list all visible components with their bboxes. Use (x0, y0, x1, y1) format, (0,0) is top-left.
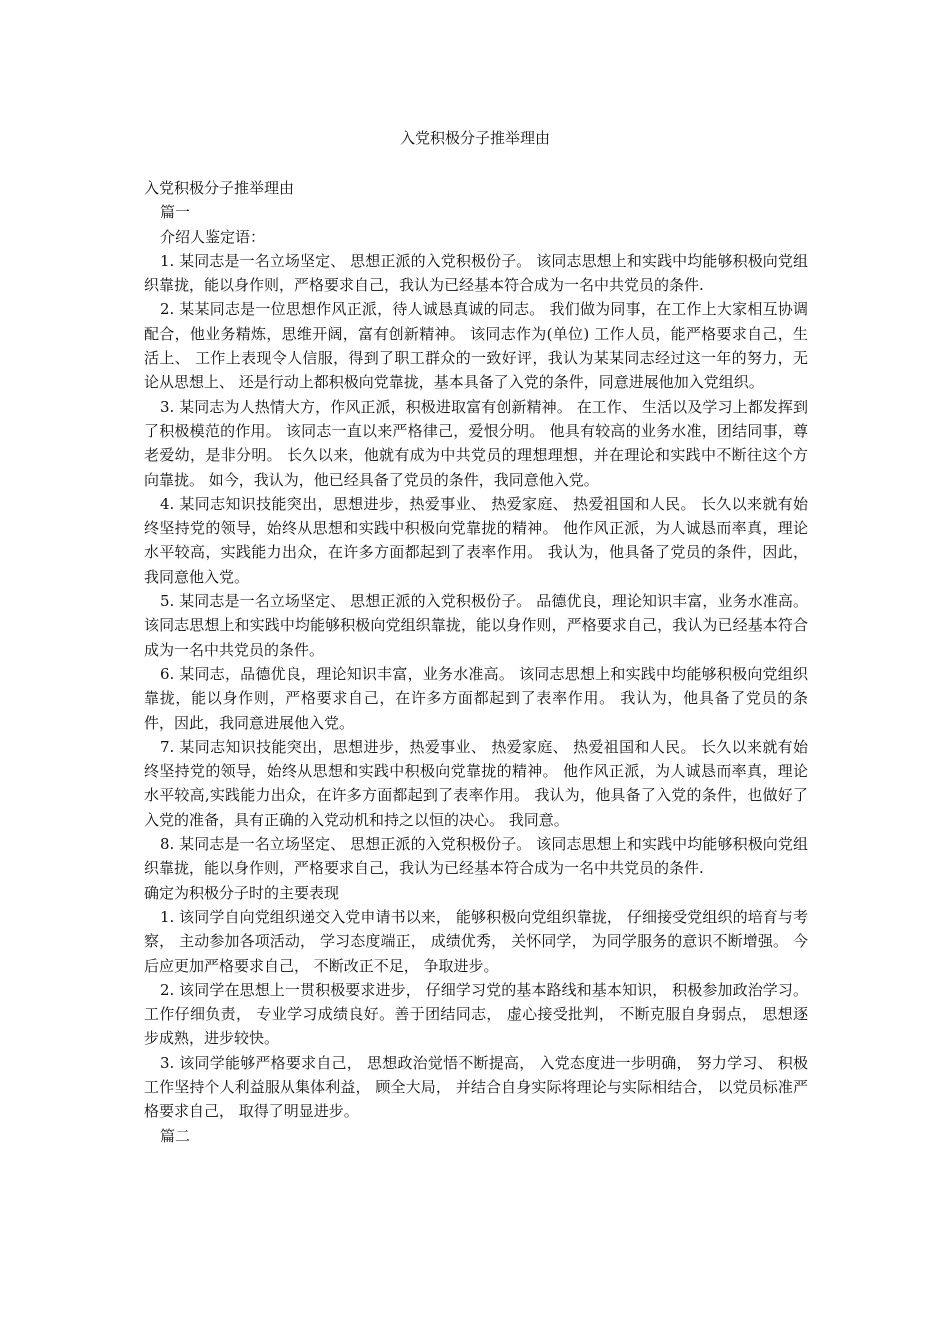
paragraph: 2. 某某同志是一位思想作风正派，待人诚恳真诚的同志。 我们做为同事，在工作上大家相互协调配合，他业务精炼，思维开阔，富有创新精神。 该同志作为(单位) 工作人员，能严格要求自己，生活上、 工作上表现令人信服，得到了职工群众的一致好评，我认为某某同志经过这一年的努力，无论从思想上、 还是行动上都积极向党靠拢，基本具备了入党的条件，同意进展他加入党组织。 (144, 300, 808, 392)
paragraph: 3. 该同学能够严格要求自己， 思想政治觉悟不断提高， 入党态度进一步明确， 努力学习、 积极工作坚持个人利益服从集体利益， 顾全大局， 并结合自身实际将理论与实际相结合， 以党员标准严格要求自己， 取得了明显进步。 (144, 1053, 808, 1121)
document-title: 入党积极分子推举理由 (399, 129, 550, 147)
paragraph: 6. 某同志，品德优良，理论知识丰富，业务水准高。 该同志思想上和实践中均能够积极向党组织靠拢，能以身作则，严格要求自己，在许多方面都起到了表率作用。 我认为，他具备了党员的条件，因此，我同意进展他入党。 (144, 664, 808, 732)
paragraph: 7. 某同志知识技能突出，思想进步，热爱事业、 热爱家庭、 热爱祖国和人民。 长久以来就有始终坚持党的领导，始终从思想和实践中积极向党靠拢的精神。 他作风正派，为人诚恳而率真，理论水平较高,实践能力出众，在许多方面都起到了表率作用。 我认为，他具备了入党的条件，也做好了入党的准备，具有正确的入党动机和持之以恒的决心。 我同意。 (144, 737, 808, 829)
document-heading: 入党积极分子推举理由 (144, 179, 295, 197)
section-label: 篇一 (160, 203, 191, 222)
document-body (144, 176, 808, 1148)
paragraph: 4. 某同志知识技能突出，思想进步，热爱事业、 热爱家庭、 热爱祖国和人民。 长久以来就有始终坚持党的领导，始终从思想和实践中积极向党靠拢的精神。 他作风正派，为人诚恳而率真，理论水平较高，实践能力出众，在许多方面都起到了表率作用。 我认为，他具备了党员的条件，因此，我同意他入党。 (144, 494, 808, 586)
intro-label: 介绍人鉴定语： (160, 227, 266, 246)
paragraph: 1. 该同学自向党组织递交入党申请书以来， 能够积极向党组织靠拢， 仔细接受党组织的培育与考察， 主动参加各项活动， 学习态度端正， 成绩优秀， 关怀同学， 为同学服务的意识不断增强。 今后应更加严格要求自己， 不断改正不足， 争取进步。 (144, 907, 808, 975)
paragraph: 5. 某同志是一名立场坚定、 思想正派的入党积极份子。 品德优良，理论知识丰富，业务水准高。 该同志思想上和实践中均能够积极向党组织靠拢，能以身作则，严格要求自己，我认为已经基本符合成为一名中共党员的条件。 (144, 592, 808, 659)
paragraph: 8. 某同志是一名立场坚定、 思想正派的入党积极份子。 该同志思想上和实践中均能够积极向党组织靠拢，能以身作则，严格要求自己，我认为已经基本符合成为一名中共党员的条件. (144, 835, 808, 878)
paragraph: 2. 该同学在思想上一贯积极要求进步， 仔细学习党的基本路线和基本知识， 积极参加政治学习。 工作仔细负责， 专业学习成绩良好。善于团结同志， 虚心接受批判， 不断克服自身弱点， 思想逐步成熟，进步较快。 (144, 980, 808, 1048)
subheading: 确定为积极分子时的主要表现 (144, 883, 340, 902)
paragraph: 3. 某同志为人热情大方，作风正派，积极进取富有创新精神。 在工作、 生活以及学习上都发挥到了积极模范的作用。 该同志一直以来严格律己，爱恨分明。 他具有较高的业务水准，团结同事，尊老爱幼，是非分明。 长久以来，他就有成为中共党员的理想理想，并在理论和实践中不断往这个方向靠拢。 如今，我认为，他已经具备了党员的条件，我同意他入党。 (144, 397, 808, 489)
section-label: 篇二 (160, 1126, 191, 1145)
paragraph: 1. 某同志是一名立场坚定、 思想正派的入党积极份子。 该同志思想上和实践中均能够积极向党组织靠拢，能以身作则，严格要求自己，我认为已经基本符合成为一名中共党员的条件. (144, 251, 808, 295)
